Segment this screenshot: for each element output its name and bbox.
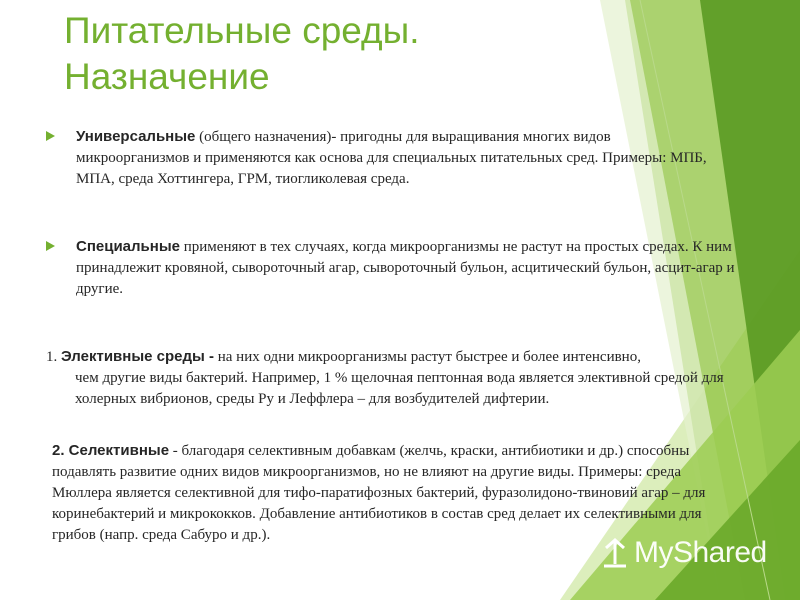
bullet-arrow-icon — [46, 131, 55, 141]
bullet-arrow-icon — [46, 241, 55, 251]
bullet-text — [76, 126, 726, 190]
watermark-text: MyShared — [634, 536, 767, 569]
bullet-term: Универсальные — [76, 128, 196, 145]
bullet-term: Специальные — [76, 238, 180, 255]
item-body-continued: чем другие виды бактерий. Например, 1 % щелочная пептонная вода является элективной средой для холерных вибрионов, среды Ру и Леффлера – для возбудителей дифтерии. — [75, 370, 724, 407]
slide-title — [64, 8, 584, 100]
bullet-body: (общего назначения)- пригодны для выращивания многих видов микроорганизмов и применяются как основа для специальных питательных сред. Примеры: МПБ, МПА, среда Хоттингера, ГРМ, тиогликолевая среда. — [76, 129, 707, 187]
item-body: - благодаря селективным добавкам (желчь, краски, антибиотики и др.) способны подавлять развитие одних видов микроорганизмов, но не влияют на другие виды. Примеры: среда Мюллера является селективной для тифо-паратифозных бактерий, фуразолидоно-твиновий агар – для коринебактерий и микрококков. Добавление антибиотиков в состав сред делает их селективными для грибов (напр. среда Сабуро и др.). — [52, 443, 706, 543]
item-term: 2. Селективные — [52, 442, 170, 459]
slide-title-line-1: Питательные среды. — [64, 10, 420, 51]
bullet-universal — [46, 126, 726, 192]
item-body: на них одни микроорганизмы растут быстрее и более интенсивно, — [214, 349, 641, 365]
watermark — [602, 536, 767, 570]
item-elective — [46, 346, 746, 410]
watermark-logo-icon — [602, 538, 628, 568]
item-selective — [46, 440, 726, 546]
item-term: Элективные среды - — [61, 348, 214, 365]
slide-title-line-2: Назначение — [64, 56, 270, 97]
bullet-text — [76, 236, 776, 300]
item-number: 1. — [46, 349, 61, 365]
bullet-body: применяют в тех случаях, когда микроорганизмы не растут на простых средах. К ним принадлежит кровяной, сывороточный агар, сывороточный бульон, асцитический бульон, асцит-агар и другие. — [76, 239, 735, 297]
bullet-special — [46, 236, 766, 302]
item-text — [46, 440, 726, 546]
